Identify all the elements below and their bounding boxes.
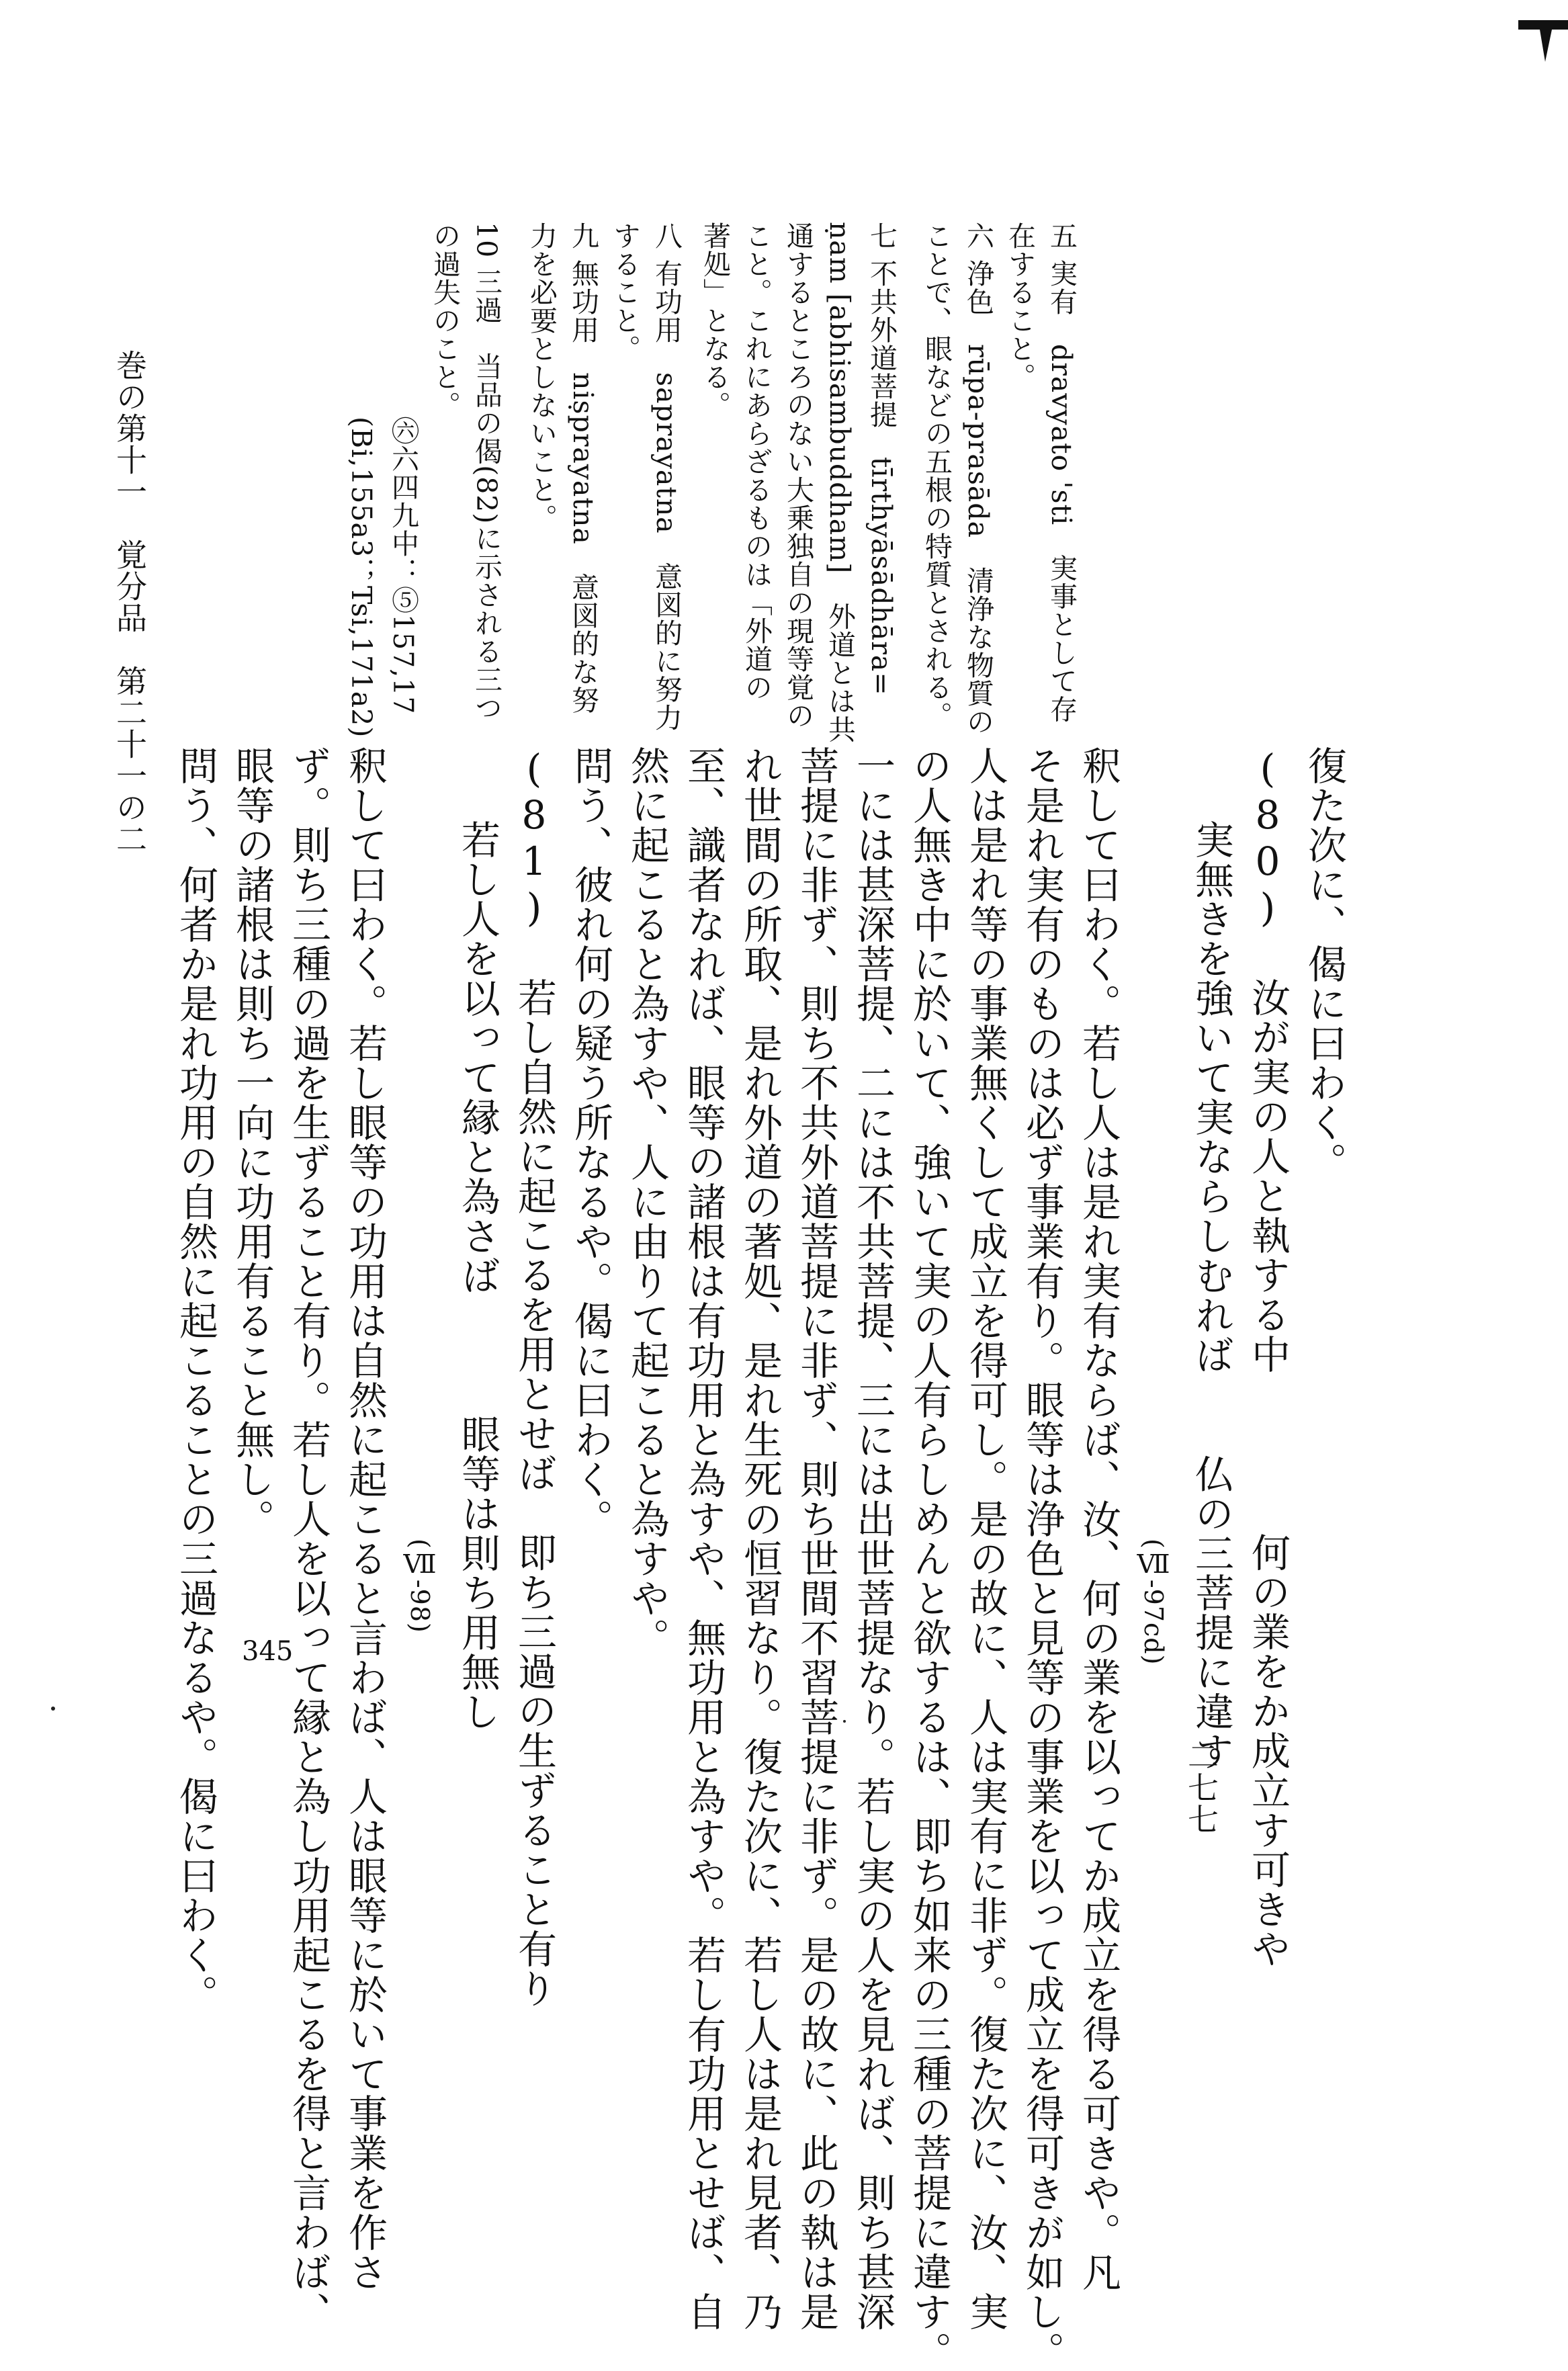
main-text-column: 問う、彼れ何の疑う所なるや。偈に曰わく。 xyxy=(568,746,613,1539)
note-column: 八 有功用 saprayatna 意図的に努力 xyxy=(650,222,683,732)
main-text-column: 一には甚深菩提、二には不共菩提、三には出世菩提なり。若し実の人を見れば、則ち甚深 xyxy=(850,746,896,2331)
page-number: 345 xyxy=(242,1636,294,1667)
note-column: 六 浄色 rūpa-prasāda 清浄な物質の xyxy=(962,222,994,736)
note-column: の過失のこと。 xyxy=(429,222,461,419)
note-column: 七 不共外道菩提 tīrthyāsādhāra= xyxy=(865,222,898,696)
main-text-column: 然に起こると為すや、人に由りて起こると為すや。 xyxy=(624,746,670,1657)
main-text-column: そ是れ実有のものは必ず事業有り。眼等は浄色と見等の事業を以って成立を得可きが如し。 xyxy=(1019,746,1065,2371)
note-column: すること。 xyxy=(609,222,641,363)
main-text-column: れ世間の所取、是れ外道の著処、是れ生死の恒習なり。復た次に、若し人は是れ見者、乃 xyxy=(737,746,783,2331)
main-text-column: 実無きを強いて実ならしむれば 仏の三菩提に違す xyxy=(1188,820,1234,1771)
main-text-column: ず。則ち三種の過を生ずること有り。若し人を以って縁と為し功用起こるを得と言わば、 xyxy=(286,746,331,2331)
note-column: 著処」となる。 xyxy=(699,222,731,419)
main-text-column: 眼等の諸根は則ち一向に功用有ること無し。 xyxy=(229,746,275,1539)
verse-reference: (Ⅶ-97cd) xyxy=(1139,1539,1168,1666)
note-column: こと。これにあらざるものは「外道の xyxy=(740,222,773,701)
note-column: 通するところのない大乗独自の現等覚の xyxy=(782,222,814,730)
corner-mark-icon xyxy=(1518,20,1568,62)
note-column: 力を必要としないこと。 xyxy=(525,222,558,532)
main-text-column: (80) 汝が実の人と執する中 何の業をか成立す可きや xyxy=(1245,746,1291,1969)
note-column: 五 実有 dravyato 'sti 実事として存 xyxy=(1045,222,1078,724)
note-column: 在すること。 xyxy=(1004,222,1036,391)
note-column: ことで、眼などの五根の特質とされる。 xyxy=(920,222,953,730)
stray-dot xyxy=(843,1720,846,1723)
note-column: (Bi,155a3；Tsi,171a2) xyxy=(345,417,378,738)
main-text-column: の人無き中に於いて、強いて実の人有らしめんと欲するは、即ち如来の三種の菩提に違す。 xyxy=(906,746,952,2371)
note-column: 10 三過 当品の偈(82)に示される三つ xyxy=(470,222,503,722)
verse-reference: (Ⅶ-98) xyxy=(405,1539,435,1633)
main-text-column: 至、識者なれば、眼等の諸根は有功用と為すや、無功用と為すや。若し有功用とせば、自 xyxy=(681,746,726,2331)
main-text-column: 菩提に非ず、則ち不共外道菩提に非ず、則ち世間不習菩提に非ず。是の故に、此の執は是 xyxy=(793,746,839,2331)
running-header: 巻の第十一 覚分品 第二十一の二 xyxy=(112,349,148,855)
main-text-column: 人は是れ等の事業無くして成立を得可し。是の故に、人は実有に非ず。復た次に、汝、実 xyxy=(963,746,1008,2331)
note-column: 九 無功用 niṣprayatna 意図的な努 xyxy=(567,222,599,714)
note-column: ṇam [abhisambuddham] 外道とは共 xyxy=(824,222,856,744)
kanji-page-number: 二七七 xyxy=(1183,1740,1219,1835)
main-text-column: 若し人を以って縁と為さば 眼等は則ち用無し xyxy=(455,820,500,1731)
main-text-column: 復た次に、偈に曰わく。 xyxy=(1301,746,1347,1182)
main-text-column: 釈して曰わく。若し人は是れ実有ならば、汝、何の業を以ってか成立を得る可きや。凡 xyxy=(1076,746,1121,2292)
note-column: ㊅六四九中：⑤157,17 xyxy=(387,417,419,715)
main-text-column: 釈して曰わく。若し眼等の功用は自然に起こると言わば、人は眼等に於いて事業を作さ xyxy=(342,746,388,2292)
main-text-column: 問う、何者か是れ功用の自然に起こることの三過なるや。偈に曰わく。 xyxy=(173,746,218,2014)
stray-dot xyxy=(51,1707,55,1711)
main-text-column: (81) 若し自然に起こるを用とせば 即ち三過の生ずること有り xyxy=(511,746,557,2008)
